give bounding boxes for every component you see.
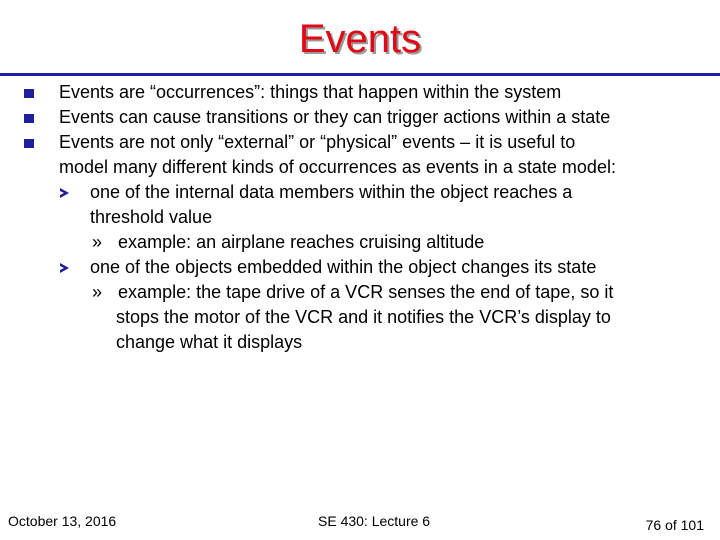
sub-bullet-2-line-1: one of the objects embedded within the object changes its state bbox=[90, 257, 597, 277]
bullet-1-text: Events are “occurrences”: things that happen within the system bbox=[59, 82, 562, 102]
sub-sub-bullet-2-line-2: stops the motor of the VCR and it notifies the VCR’s display to bbox=[116, 307, 611, 327]
arrowhead-bullet-icon bbox=[60, 263, 69, 273]
bullet-2-text: Events can cause transitions or they can trigger actions within a state bbox=[59, 107, 611, 127]
sub-sub-bullet-2-line-1: example: the tape drive of a VCR senses the end of tape, so it bbox=[118, 282, 614, 302]
sub-sub-bullet-1 bbox=[92, 230, 484, 255]
footer-course: SE 430: Lecture 6 bbox=[318, 513, 431, 529]
square-bullet-icon bbox=[24, 114, 34, 123]
guillemet-bullet-icon: » bbox=[92, 282, 103, 302]
square-bullet-icon bbox=[24, 89, 34, 98]
sub-bullet-1-line-2: threshold value bbox=[90, 207, 213, 227]
slide-content bbox=[0, 80, 720, 380]
bullet-3-line-2: model many different kinds of occurrences as events in a state model: bbox=[59, 157, 616, 177]
square-bullet-icon bbox=[24, 139, 34, 148]
page-number: 76 of 101 bbox=[645, 517, 704, 533]
sub-sub-bullet-1-text: example: an airplane reaches cruising altitude bbox=[118, 232, 485, 252]
footer-date: October 13, 2016 bbox=[8, 513, 117, 529]
arrowhead-bullet-icon bbox=[60, 188, 69, 198]
title-divider bbox=[0, 73, 720, 76]
guillemet-bullet-icon: » bbox=[92, 232, 103, 252]
sub-sub-bullet-2 bbox=[92, 280, 613, 305]
sub-sub-bullet-2-line-3: change what it displays bbox=[116, 332, 303, 352]
sub-bullet-1-line-1: one of the internal data members within the object reaches a bbox=[90, 182, 573, 202]
slide-title: Events bbox=[298, 17, 422, 61]
bullet-3-line-1: Events are not only “external” or “physical” events – it is useful to bbox=[59, 132, 576, 152]
